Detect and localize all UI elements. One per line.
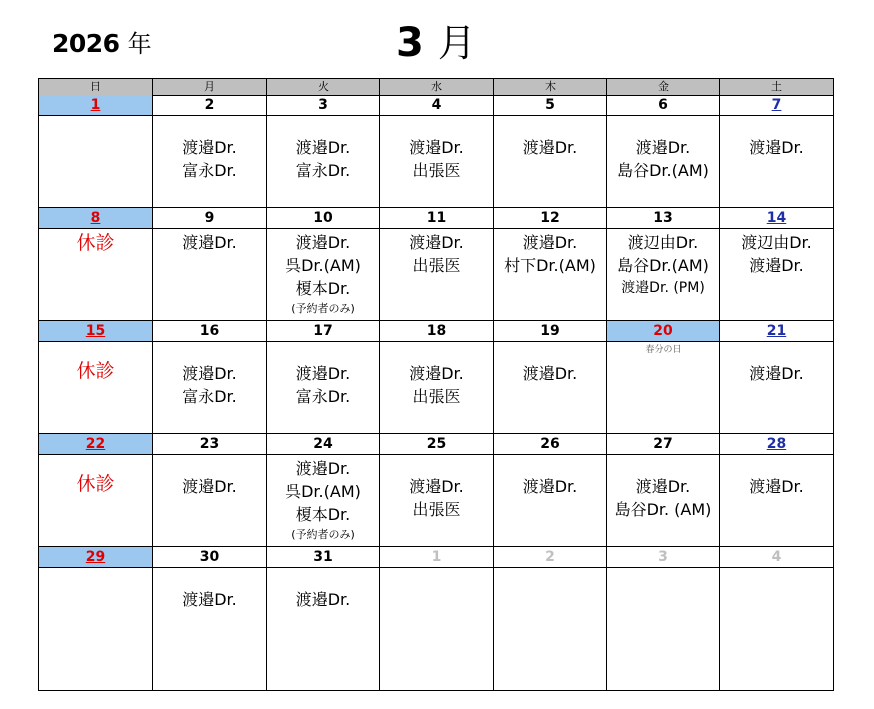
day-number — [153, 434, 266, 454]
day-number-text: 17 — [313, 323, 333, 339]
day-number-text: 20 — [653, 323, 673, 339]
year-number: 2026 — [52, 29, 120, 58]
day-number-text: 14 — [766, 210, 787, 226]
doctor-entry: 榎本Dr. — [295, 505, 351, 524]
day-number — [380, 208, 493, 228]
day-number-text: 1 — [90, 97, 101, 113]
day-number — [267, 208, 379, 228]
day-number-text: 16 — [199, 323, 220, 339]
schedule-cell — [267, 457, 379, 544]
day-number — [494, 321, 606, 341]
day-number-text: 28 — [766, 436, 787, 452]
doctor-entry: 出張医 — [412, 161, 461, 180]
schedule-cell — [720, 475, 833, 498]
schedule-cell — [153, 136, 266, 182]
day-number — [39, 321, 152, 341]
schedule-cell — [267, 362, 379, 408]
day-number — [720, 434, 833, 454]
day-number — [494, 95, 606, 115]
schedule-cell — [494, 362, 606, 385]
day-number — [153, 208, 266, 228]
schedule-cell — [380, 362, 493, 408]
calendar-grid — [38, 78, 834, 691]
weekday-mon: 月 — [204, 80, 215, 93]
day-number-text: 21 — [766, 323, 787, 339]
holiday-name: 春分の日 — [645, 345, 682, 355]
doctor-entry: 渡邉Dr. — [182, 477, 237, 496]
doctor-entry: 渡邉Dr. — [635, 138, 691, 157]
day-number-text: 8 — [90, 210, 101, 226]
schedule-cell — [39, 359, 152, 383]
schedule-cell — [380, 475, 493, 521]
schedule-cell — [153, 475, 266, 498]
doctor-entry: 渡邉Dr. — [182, 233, 237, 252]
day-number-text: 22 — [85, 436, 106, 452]
doctor-entry: 島谷Dr. (AM) — [614, 500, 712, 519]
day-number-text: 4 — [771, 549, 782, 565]
schedule-cell — [267, 588, 379, 611]
day-number — [607, 321, 719, 341]
schedule-cell — [494, 231, 606, 277]
doctor-entry: 渡邉Dr. — [182, 364, 237, 383]
day-number — [607, 547, 719, 567]
doctor-entry: 出張医 — [412, 387, 461, 406]
day-number — [720, 208, 833, 228]
day-number — [720, 95, 833, 115]
schedule-cell — [153, 588, 266, 611]
day-number — [39, 208, 152, 228]
day-number — [267, 434, 379, 454]
day-number — [39, 434, 152, 454]
day-number — [267, 321, 379, 341]
day-number-text: 2 — [204, 97, 215, 113]
doctor-entry: 渡邉Dr. — [295, 590, 351, 609]
schedule-cell — [39, 231, 152, 255]
day-number — [380, 321, 493, 341]
doctor-entry: 渡邉Dr. (PM) — [621, 280, 705, 296]
doctor-entry: 渡邉Dr. — [522, 364, 578, 383]
day-number-text: 19 — [540, 323, 560, 339]
doctor-entry: 渡邉Dr. — [749, 477, 804, 496]
day-number-text: 2 — [545, 549, 555, 565]
day-number — [380, 547, 493, 567]
schedule-cell — [607, 231, 719, 300]
day-number-text: 15 — [85, 323, 106, 339]
day-number-text: 11 — [426, 210, 447, 226]
day-number-text: 26 — [540, 436, 560, 452]
year-label: 年 — [127, 30, 152, 58]
schedule-cell — [380, 231, 493, 277]
day-number-text: 6 — [658, 97, 668, 113]
schedule-cell — [720, 231, 833, 277]
day-number-text: 23 — [199, 436, 220, 452]
day-number — [720, 321, 833, 341]
doctor-entry: 呉Dr.(AM) — [285, 482, 361, 501]
doctor-entry: 渡邉Dr. — [522, 477, 578, 496]
doctor-entry: 渡邉Dr. — [749, 256, 804, 275]
schedule-cell — [380, 136, 493, 182]
day-number-text: 29 — [85, 549, 106, 565]
day-number-text: 27 — [653, 436, 673, 452]
reservation-note: (予約者のみ) — [291, 302, 355, 315]
doctor-entry: 渡邉Dr. — [749, 364, 804, 383]
day-number-text: 5 — [545, 97, 555, 113]
doctor-entry: 島谷Dr.(AM) — [617, 161, 709, 180]
day-number — [607, 208, 719, 228]
grid-hline — [39, 454, 833, 455]
doctor-entry: 渡邉Dr. — [635, 477, 691, 496]
schedule-cell — [607, 475, 719, 521]
day-number-text: 12 — [540, 210, 560, 226]
doctor-entry: 富永Dr. — [295, 387, 351, 406]
day-number — [267, 95, 379, 115]
schedule-cell — [267, 136, 379, 182]
day-number — [720, 547, 833, 567]
day-number-text: 3 — [318, 97, 328, 113]
day-number — [153, 95, 266, 115]
doctor-entry: 渡邉Dr. — [409, 233, 464, 252]
closed-label: 休診 — [76, 473, 115, 495]
schedule-cell — [267, 231, 379, 318]
day-number-text: 31 — [313, 549, 333, 565]
doctor-entry: 渡邉Dr. — [182, 590, 237, 609]
day-number — [494, 434, 606, 454]
day-number — [153, 547, 266, 567]
weekday-header-row — [39, 79, 833, 96]
doctor-entry: 渡邉Dr. — [522, 138, 578, 157]
day-number — [153, 321, 266, 341]
weekday-sat: 土 — [771, 80, 782, 93]
day-number — [494, 547, 606, 567]
closed-label: 休診 — [76, 232, 115, 254]
schedule-cell — [494, 475, 606, 498]
day-number — [380, 434, 493, 454]
day-number-text: 24 — [313, 436, 333, 452]
day-number — [380, 95, 493, 115]
day-number — [39, 547, 152, 567]
doctor-entry: 渡邉Dr. — [182, 138, 237, 157]
doctor-entry: 渡辺由Dr. — [627, 233, 699, 252]
schedule-cell — [39, 472, 152, 496]
weekday-tue: 火 — [318, 80, 329, 93]
doctor-entry: 渡邉Dr. — [749, 138, 804, 157]
doctor-entry: 富永Dr. — [182, 161, 237, 180]
day-number-text: 10 — [313, 210, 333, 226]
month-label: 月 — [437, 21, 476, 65]
month-heading — [396, 12, 476, 67]
day-number — [607, 95, 719, 115]
day-number-text: 25 — [426, 436, 447, 452]
day-number-text: 1 — [431, 549, 442, 565]
doctor-entry: 渡邉Dr. — [409, 364, 464, 383]
doctor-entry: 村下Dr.(AM) — [504, 256, 596, 275]
day-number — [267, 547, 379, 567]
day-number — [39, 95, 152, 115]
schedule-cell — [720, 362, 833, 385]
doctor-entry: 渡邉Dr. — [295, 459, 351, 478]
doctor-entry: 富永Dr. — [182, 387, 237, 406]
doctor-entry: 渡辺由Dr. — [741, 233, 812, 252]
schedule-cell — [720, 136, 833, 159]
schedule-cell — [153, 362, 266, 408]
grid-hline — [39, 115, 833, 116]
doctor-entry: 渡邉Dr. — [409, 138, 464, 157]
day-number-text: 4 — [431, 97, 442, 113]
doctor-entry: 富永Dr. — [295, 161, 351, 180]
day-number-text: 13 — [653, 210, 673, 226]
weekday-thu: 木 — [545, 80, 556, 93]
weekday-sun: 日 — [90, 80, 101, 93]
day-number-text: 30 — [199, 549, 220, 565]
day-number — [494, 208, 606, 228]
doctor-entry: 呉Dr.(AM) — [285, 256, 361, 275]
day-number-text: 9 — [204, 210, 215, 226]
weekday-wed: 水 — [431, 80, 442, 93]
schedule-cell — [607, 136, 719, 182]
reservation-note: (予約者のみ) — [291, 528, 355, 541]
schedule-cell — [153, 231, 266, 254]
day-number-text: 3 — [658, 549, 668, 565]
day-number — [607, 434, 719, 454]
grid-hline — [39, 341, 833, 342]
doctor-entry: 渡邉Dr. — [409, 477, 464, 496]
weekday-fri: 金 — [658, 80, 669, 93]
day-number-text: 7 — [771, 97, 782, 113]
doctor-entry: 出張医 — [412, 500, 461, 519]
doctor-entry: 渡邉Dr. — [295, 233, 351, 252]
day-number-text: 18 — [426, 323, 447, 339]
grid-hline — [39, 567, 833, 568]
doctor-entry: 島谷Dr.(AM) — [617, 256, 709, 275]
year-heading — [52, 24, 151, 59]
doctor-entry: 出張医 — [412, 256, 461, 275]
month-number: 3 — [396, 20, 424, 66]
doctor-entry: 榎本Dr. — [295, 279, 351, 298]
doctor-entry: 渡邉Dr. — [295, 138, 351, 157]
doctor-entry: 渡邉Dr. — [522, 233, 578, 252]
schedule-cell — [494, 136, 606, 159]
closed-label: 休診 — [76, 360, 115, 382]
doctor-entry: 渡邉Dr. — [295, 364, 351, 383]
grid-hline — [39, 228, 833, 229]
